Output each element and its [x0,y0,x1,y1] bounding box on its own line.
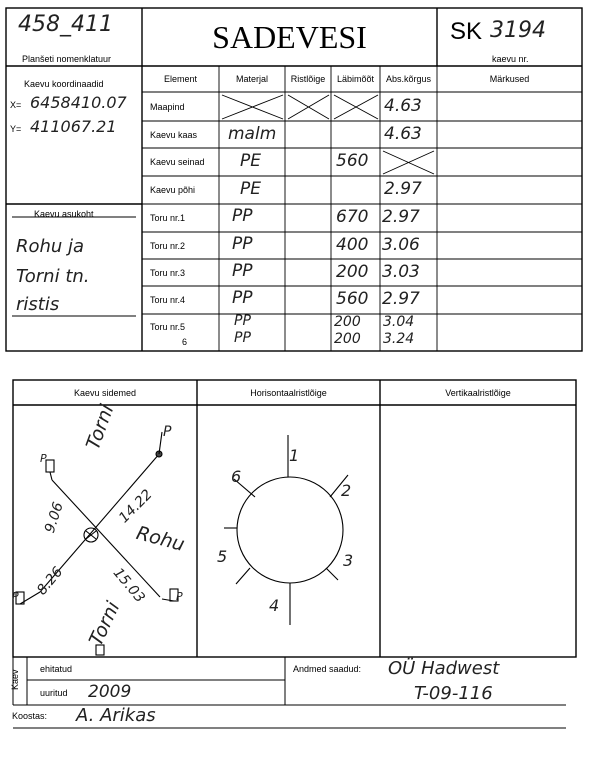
row-diameter: 200 [336,262,369,282]
row-element: Toru nr.5 [150,322,186,332]
row-diameter-extra: 200 [334,331,361,347]
pipe-number: 6 [231,467,242,486]
connections-heading: Kaevu sidemed [73,387,137,398]
location-line-2: Torni tn. [16,266,90,287]
col-header-material: Materjal [235,74,268,84]
row-diameter: 400 [336,235,369,255]
sheet-caption: Planšeti nomenklatuur [22,54,112,64]
horizontal-section-heading: Horisontaalristlõige [250,387,327,398]
row-material-extra: PP [234,330,251,346]
row-element: Kaevu seinad [150,157,205,167]
row-diameter: 560 [336,289,369,309]
sk-prefix: SK [450,18,483,45]
row-height: 4.63 [384,96,422,116]
pipe-number: 4 [269,596,280,615]
connection-marker: P [12,590,19,603]
distance-label: 14.22 [116,486,156,527]
data-source-company: OÜ Hadwest [388,658,500,679]
col-header-element: Element [163,74,198,84]
row-height-extra: 3.24 [383,331,415,347]
distance-label: 8.26 [34,564,67,599]
x-coordinate: 6458410.07 [30,93,127,112]
built-label: ehitatud [40,664,73,674]
row-material: PP [232,261,253,281]
col-header-abs-height: Abs.kõrgus [385,74,432,84]
horizontal-cross-section [224,435,348,625]
surveyed-value: 2009 [88,682,132,702]
row-material: PP [232,206,253,226]
location-line-1: Rohu ja [16,236,85,257]
row-height: 2.97 [382,207,420,227]
pipe-number: 5 [217,547,228,566]
connection-marker: P [176,590,183,603]
street-label-rohu: Rohu [133,522,187,556]
row-height: 3.04 [383,314,415,330]
vertical-section-heading: Vertikaalristlõige [445,387,511,398]
connection-marker: P [40,452,47,465]
street-label-torni-bottom: Torni [85,598,125,650]
row-height: 3.06 [382,235,420,255]
row-height: 2.97 [384,179,422,199]
col-header-remarks: Märkused [489,74,530,84]
page-title: SADEVESI [212,18,367,55]
row-element: Maapind [150,101,185,112]
pipe-number: 2 [341,481,352,500]
row-element-extra: 6 [182,337,188,347]
row-material: PE [240,179,261,199]
data-source-label: Andmed saadud: [293,664,362,674]
row-material: PP [232,234,253,254]
row-material: PE [240,151,261,171]
sheet-number: 458_411 [18,12,113,37]
row-diameter: 200 [334,314,361,330]
well-number: 3194 [490,18,546,43]
col-header-diameter: Läbimõõt [336,74,375,84]
well-side-label: Kaev [10,669,20,690]
distance-label: 9.06 [42,500,67,535]
col-header-cross-section: Ristlõige [290,74,326,84]
y-coordinate: 411067.21 [30,117,117,136]
row-material: PP [232,288,253,308]
street-label-torni-top: Torni [82,401,119,453]
row-element: Toru nr.1 [150,213,186,223]
row-element: Toru nr.3 [150,267,186,278]
distance-label: 15.03 [109,565,148,606]
connection-marker: P [163,424,172,440]
location-heading: Kaevu asukoht [34,209,94,219]
row-element: Toru nr.4 [150,295,186,305]
row-diameter: 560 [336,151,369,171]
row-material: malm [228,124,277,144]
row-diameter: 670 [336,207,369,227]
row-height: 2.97 [382,289,420,309]
coords-heading: Kaevu koordinaadid [24,79,104,89]
location-line-3: ristis [16,294,60,315]
row-element: Toru nr.2 [150,240,186,251]
author-signature: A. Arikas [76,705,156,726]
y-label: Y= [10,124,22,134]
pipe-number: 3 [343,551,354,570]
row-height: 4.63 [384,124,422,144]
x-label: X= [10,100,22,110]
pipe-number: 1 [289,446,300,465]
row-height: 3.03 [382,262,420,282]
row-material: PP [234,313,251,329]
author-label: Koostas: [12,711,48,721]
data-source-reference: T-09-116 [414,683,493,704]
row-element: Kaevu kaas [150,129,198,140]
surveyed-label: uuritud [40,688,68,698]
row-element: Kaevu põhi [150,185,196,195]
well-caption: kaevu nr. [492,54,529,64]
